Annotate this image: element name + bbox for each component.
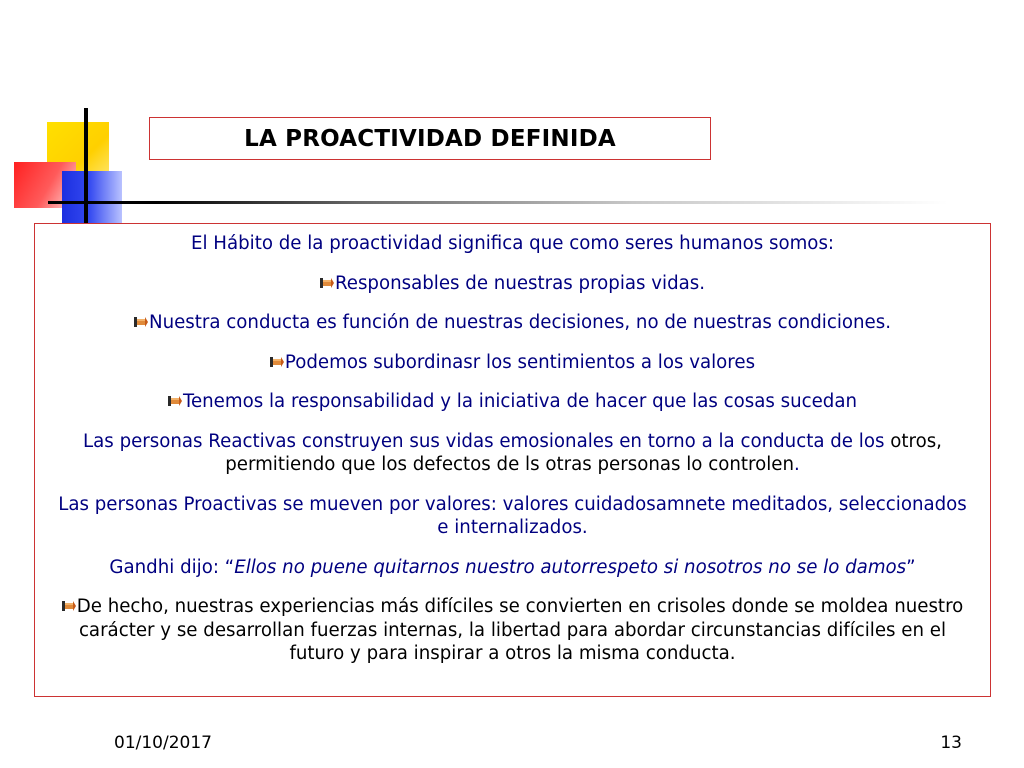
slide-title: LA PROACTIVIDAD DEFINIDA — [244, 125, 616, 152]
reactivas-text-line2: otros, permitiendo que los defectos de ls otras personas lo controlen — [225, 430, 942, 475]
reactivas-text-period: . — [793, 454, 800, 475]
bullet-text: Responsables de nuestras propias vidas. — [334, 272, 706, 294]
bullet-item-conducta — [55, 311, 970, 335]
proactivas-paragraph — [55, 493, 970, 540]
gandhi-quote-paragraph — [55, 556, 970, 580]
reactivas-paragraph — [55, 430, 970, 477]
bullet-item-responsabilidad — [55, 390, 970, 414]
content-box — [34, 223, 991, 697]
decorative-blue-square — [62, 171, 122, 227]
decorative-vertical-line — [84, 108, 88, 229]
footer-date: 01/10/2017 — [114, 733, 212, 753]
bullet-text: Tenemos la responsabilidad y la iniciativa de hacer que las cosas sucedan — [182, 391, 858, 412]
bullet-item-sentimientos — [55, 351, 970, 375]
experiencias-paragraph — [55, 595, 970, 666]
page-number: 13 — [940, 733, 962, 753]
intro-text: El Hábito de la proactividad significa que como seres humanos somos: — [190, 233, 835, 254]
arrow-bullet-icon — [134, 315, 148, 329]
experiencias-text: De hecho, nuestras experiencias más difíciles se convierten en crisoles donde se moldea nuestro carácter y se desarrollan fuerzas internas, la libertad para abordar circunstancias difíciles en el futuro y para inspirar a otros la misma conducta. — [76, 596, 964, 664]
bullet-item-responsables — [55, 272, 970, 296]
gandhi-prefix: Gandhi dijo: “ — [109, 556, 235, 578]
bullet-text: Nuestra conducta es función de nuestras decisiones, no de nuestras condiciones. — [148, 312, 892, 333]
intro-paragraph — [55, 232, 970, 256]
arrow-bullet-icon — [320, 276, 334, 290]
arrow-bullet-icon — [270, 355, 284, 369]
title-box — [149, 117, 711, 160]
decorative-horizontal-line — [48, 201, 948, 204]
proactivas-text: Las personas Proactivas se mueven por valores: valores cuidadosamnete meditados, seleccionados e internalizados. — [58, 493, 967, 538]
gandhi-quote: Ellos no puene quitarnos nuestro autorrespeto si nosotros no se lo damos — [234, 556, 907, 578]
gandhi-suffix: ” — [906, 556, 916, 578]
bullet-text: Podemos subordinasr los sentimientos a los valores — [284, 351, 756, 373]
arrow-bullet-icon — [168, 394, 182, 408]
arrow-bullet-icon — [62, 599, 76, 613]
reactivas-text-line1: Las personas Reactivas construyen sus vidas emosionales en torno a la conducta de los — [83, 430, 885, 452]
